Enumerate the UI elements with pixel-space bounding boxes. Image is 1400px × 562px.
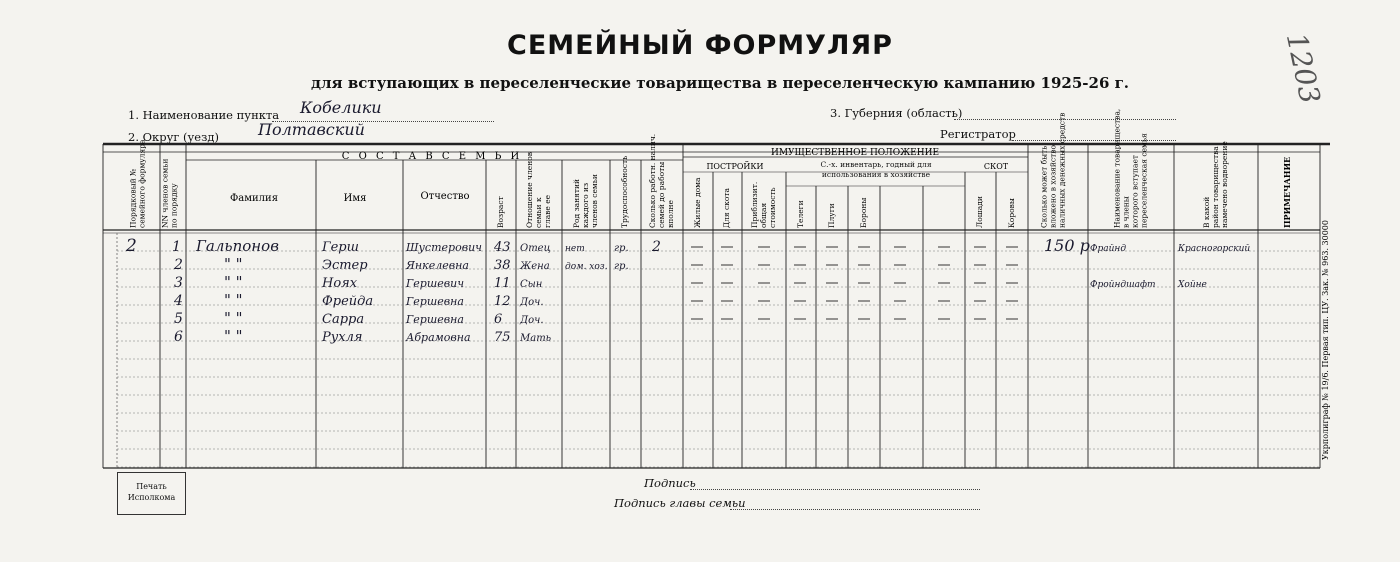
col-horses-header: Лошади — [975, 196, 984, 228]
registrar-label: Регистратор — [940, 127, 1016, 141]
row-name: Ноях — [322, 276, 358, 291]
col-approx-value-header: общая — [759, 202, 768, 228]
row-patronymic: Абрамовна — [406, 331, 471, 344]
row-occupation: нет — [565, 244, 585, 254]
col-relation-header: главе ее — [543, 194, 552, 228]
margin-archive-number: 1203 — [1279, 30, 1327, 107]
row-member-no: 5 — [174, 311, 183, 327]
group-family-header: С О С Т А В С Е М Ь И — [341, 151, 523, 162]
col-notes-header: ПРИМЕЧАНИЕ — [1282, 156, 1292, 228]
settlement-label: 1. Наименование пункта — [128, 108, 280, 122]
col-partnership-header: в члены — [1121, 196, 1131, 228]
row-patronymic: Янкелевна — [406, 259, 469, 272]
col-cows-header: Коровы — [1007, 198, 1016, 228]
row-occupation: дом. хоз. — [565, 262, 608, 272]
row-patronymic: Гершевна — [406, 295, 464, 308]
row-member-no: 1 — [172, 239, 181, 255]
row-ability: гр. — [614, 243, 629, 254]
col-region-header: район товарищества — [1211, 146, 1220, 228]
col-occupation-header: членов семьи — [590, 174, 599, 228]
row-partnership: Фрайнд — [1090, 244, 1127, 254]
col-family-no-header: Порядковый № — [128, 168, 138, 228]
row-relation: Мать — [520, 333, 552, 344]
row-surname: " " — [224, 255, 243, 273]
col-cattle-buildings-header: Для скота — [722, 187, 731, 228]
signature-line — [690, 489, 980, 490]
col-relation-header: Отношение членов — [525, 152, 534, 228]
col-ability-header: Трудоспособность — [620, 155, 629, 228]
col-region-header: В какой — [1202, 196, 1211, 228]
district-label: 2. Округ (уезд) — [128, 130, 219, 144]
col-cash-header: вложено в хозяйство — [1048, 145, 1058, 228]
row-name: Эстер — [322, 258, 368, 273]
row-surname: " " — [224, 327, 243, 345]
col-partnership-header: Наименование товарищества, — [1112, 108, 1122, 228]
col-cash-header: Сколько может быть — [1039, 145, 1049, 228]
row-patronymic: Шустерович — [406, 241, 483, 254]
row-member-no: 2 — [174, 257, 183, 273]
head-signature-label: Подпись главы семьи — [614, 496, 746, 510]
row-surname: " " — [224, 273, 243, 291]
row-relation: Доч. — [520, 315, 544, 326]
col-harrows-header: Бороны — [859, 197, 868, 228]
col-houses-header: Жилые дома — [693, 177, 702, 228]
row-region: Хойне — [1178, 280, 1207, 290]
row-name: Рухля — [322, 330, 363, 345]
col-cash-header: наличных денежных средств — [1057, 112, 1067, 228]
province-label: 3. Губерния (область) — [830, 106, 963, 120]
row-workers: 2 — [652, 239, 661, 255]
subgroup-livestock: СКОТ — [983, 162, 1009, 171]
row-age: 6 — [494, 312, 503, 327]
row-age: 75 — [494, 330, 511, 345]
subgroup-buildings: ПОСТРОЙКИ — [706, 162, 764, 171]
col-occupation-header: каждого из — [581, 182, 590, 228]
row-surname: Гальпонов — [196, 237, 279, 255]
row-surname: " " — [224, 291, 243, 309]
row-family-no: 2 — [126, 236, 137, 256]
col-member-no-header: NN членов семьи — [160, 158, 170, 228]
stamp-box — [117, 472, 186, 515]
row-age: 43 — [494, 240, 511, 255]
col-surname: Фамилия — [229, 193, 279, 204]
col-approx-value-header: Приблизит. — [750, 181, 759, 228]
col-region-header: намечено водворение — [1220, 141, 1229, 228]
row-age: 11 — [494, 276, 511, 291]
col-name: Имя — [343, 193, 367, 204]
row-name: Сарра — [322, 312, 365, 327]
row-patronymic: Гершевна — [406, 313, 464, 326]
row-member-no: 4 — [174, 293, 183, 309]
row-member-no: 6 — [174, 329, 183, 345]
col-ploughs-header: Плуги — [827, 203, 836, 228]
district-value: Полтавский — [258, 120, 365, 139]
col-carts-header: Телеги — [796, 200, 805, 228]
col-workers-header: семей до работы — [657, 161, 666, 228]
col-occupation-header: Род занятий — [572, 178, 581, 228]
row-ability: гр. — [614, 261, 629, 272]
col-approx-value-header: стоимость — [768, 187, 777, 228]
row-relation: Доч. — [520, 297, 544, 308]
stamp-label: Печать Исполкома — [127, 482, 176, 502]
row-partnership: Фройндшафт — [1090, 280, 1156, 290]
col-workers-header: вполне — [666, 200, 675, 228]
row-name: Фрейда — [322, 294, 374, 309]
col-partnership-header: которого вступает — [1130, 154, 1140, 228]
row-region: Красногорский — [1178, 244, 1251, 254]
settlement-value: Кобелики — [300, 98, 382, 117]
row-relation: Отец — [520, 243, 551, 254]
head-signature-line — [730, 509, 980, 510]
row-surname: " " — [224, 309, 243, 327]
row-cash: 150 р — [1044, 236, 1090, 255]
col-member-no-header: по порядку — [169, 183, 179, 228]
col-age-header: Возраст — [496, 196, 505, 228]
col-patronymic: Отчество — [420, 191, 470, 202]
row-relation: Жена — [520, 261, 550, 272]
col-relation-header: семьи к — [534, 197, 543, 228]
col-family-no-header: семейного формуляра — [137, 139, 147, 228]
col-workers-header: Сколько работн. налич. — [648, 133, 657, 228]
group-property-header: ИМУЩЕСТВЕННОЕ ПОЛОЖЕНИЕ — [770, 148, 940, 158]
row-name: Герш — [322, 240, 359, 255]
row-member-no: 3 — [174, 275, 183, 291]
printer-note: Укрполиграф № 19/6. Первая тип. ЦУ. Зак. № 963. 30000 — [1321, 220, 1330, 460]
form-subtitle: для вступающих в переселенческие товарищества в переселенческую кампанию 1925-26 г. — [310, 74, 1130, 92]
col-partnership-header: переселенческая семья — [1139, 133, 1149, 228]
subgroup-inventory: С.-х. инвентарь, годный для использования в хозяйстве — [820, 160, 932, 179]
row-age: 12 — [494, 294, 511, 309]
row-relation: Сын — [520, 279, 543, 290]
form-title: СЕМЕЙНЫЙ ФОРМУЛЯР — [507, 30, 893, 61]
signature-label: Подпись — [644, 476, 696, 490]
row-age: 38 — [494, 258, 511, 273]
row-patronymic: Гершевич — [406, 277, 465, 290]
